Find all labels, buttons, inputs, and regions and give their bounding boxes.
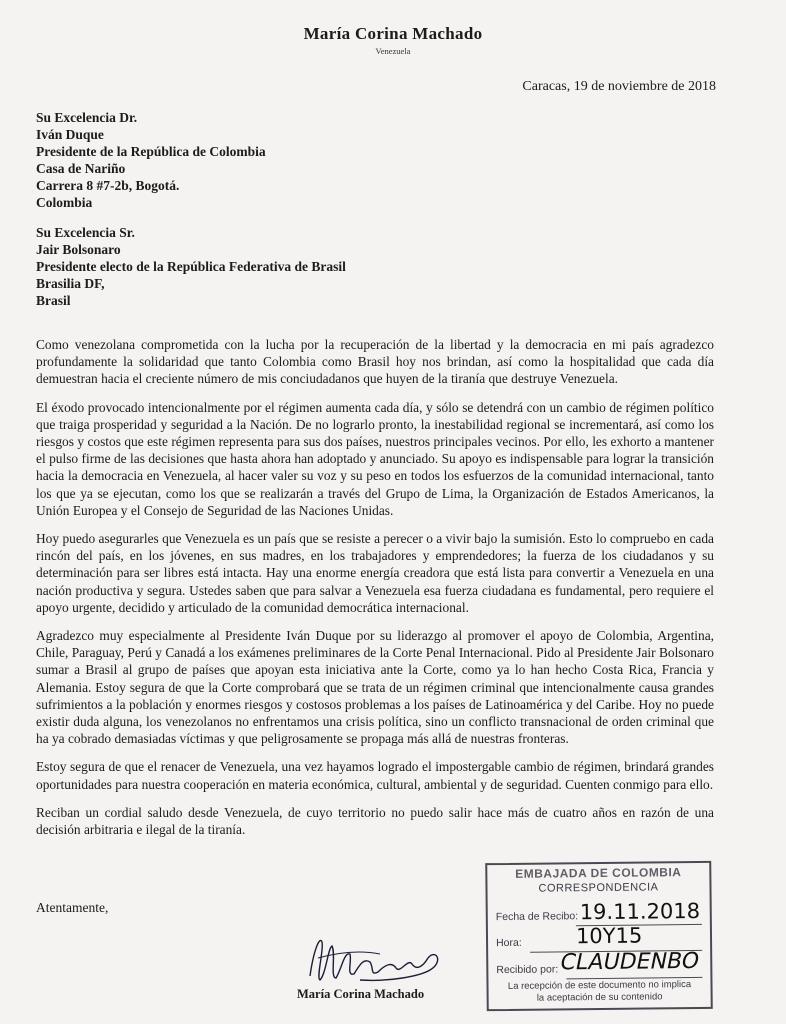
handwritten-signature	[300, 928, 450, 990]
stamp-note-line: la aceptación de su contenido	[536, 991, 663, 1004]
stamp-time-label: Hora:	[496, 936, 522, 950]
closing: Atentamente,	[36, 900, 109, 915]
stamp-note-line: La recepción de este documento no implica	[507, 979, 692, 992]
body-paragraph: Estoy segura de que el renacer de Venezuela, una vez hayamos logrado el impostergable cambio de régimen, brindará grandes oportunidades para nuestra cooperación en materia económica, cultural, ambiental y de seguridad. Cuenten conmigo para ello.	[36, 759, 714, 792]
recipient-line: Presidente de la República de Colombia	[36, 144, 266, 159]
letterhead-name: María Corina Machado	[303, 24, 483, 43]
stamp-organization: EMBAJADA DE COLOMBIA	[515, 865, 682, 881]
recipient-line: Brasilia DF,	[36, 276, 105, 291]
recipient-line: Carrera 8 #7-2b, Bogotá.	[36, 178, 180, 193]
recipient-line: Jair Bolsonaro	[36, 242, 121, 257]
stamp-received-by-label: Recibido por:	[496, 963, 559, 977]
received-stamp	[485, 861, 713, 1011]
recipient-line: Colombia	[36, 195, 93, 210]
recipient-line: Su Excelencia Sr.	[36, 225, 135, 240]
body-paragraph: Como venezolana comprometida con la lucha por la recuperación de la libertad y la democracia en mi país agradezco profundamente la solidaridad que tanto Colombia como Brasil hoy nos brindan, así como la hospitalidad que cada día demuestran hacia el creciente número de mis conciudadanos que huyen de la tiranía que destruye Venezuela.	[36, 337, 714, 387]
letter-body	[36, 336, 714, 849]
stamp-date-value: 19.11.2018	[579, 898, 701, 925]
recipient-line: Su Excelencia Dr.	[36, 110, 138, 125]
body-paragraph: Reciban un cordial saludo desde Venezuela, de cuyo territorio no puedo salir hace más de cuatro años en razón de una decisión arbitraria e ilegal de la tiranía.	[36, 804, 714, 838]
stamp-time-value: 10Y15	[575, 923, 643, 949]
recipient-line: Presidente electo de la República Federativa de Brasil	[36, 259, 346, 274]
body-paragraph: Agradezco muy especialmente al Presidente Iván Duque por su liderazgo al promover el apoyo de Colombia, Argentina, Chile, Paraguay, Perú y Canadá a los exámenes preliminares de la Corte Penal Internacional. Pido al Presidente Jair Bolsonaro sumar a Brasil al grupo de países que apoyan esta iniciativa ante la Corte, como ya lo han hecho Costa Rica, Francia y Alemania. Estoy segura de que la Corte comprobará que se trata de un régimen criminal que intencionalmente causa grandes sufrimientos a la población y enormes riesgos y costosos problemas a los países de Latinoamérica y del Caribe. Hoy no puede existir duda alguna, los venezolanos no enfrentamos una crisis política, sino un conflicto transnacional de orden criminal que ha ya cobrado demasiadas víctimas y que peligrosamente se propaga más allá de nuestras fronteras.	[36, 628, 714, 747]
stamp-department: CORRESPONDENCIA	[538, 881, 659, 895]
date-line: Caracas, 19 de noviembre de 2018	[522, 79, 716, 94]
stamp-received-by-value: CLAUDENBO	[557, 948, 702, 976]
recipient-line: Casa de Nariño	[36, 161, 126, 176]
body-paragraph: Hoy puedo asegurarles que Venezuela es un país que se resiste a perecer o a vivir bajo la sumisión. Esto lo compruebo en cada rincón del país, en los jóvenes, en sus madres, en los trabajadores y emprendedores; la fuerza de los ciudadanos y su determinación para ser libres está intacta. Hay una enorme energía creadora que está lista para convertir a Venezuela en una nación productiva y segura. Ustedes saben que para salvar a Venezuela esa fuerza ciudadana es fundamental, pero requiere el apoyo urgente, decidido y articulado de la comunidad democrática internacional.	[36, 531, 714, 615]
recipient-block-brasil	[36, 224, 346, 309]
recipient-block-colombia	[36, 109, 266, 211]
body-paragraph: El éxodo provocado intencionalmente por el régimen aumenta cada día, y sólo se detendrá con un cambio de régimen político que traiga prosperidad y seguridad a la Nación. De no lograrlo pronto, la inestabilidad regional se incrementará, así como los riesgos y costos que este régimen representa para sus dos países, nuestros principales vecinos. Por ello, les exhorto a mantener el pulso firme de las decisiones que hasta ahora han adoptado y anunciado. Su apoyo es indispensable para lograr la transición hacia la democracia en Venezuela, al hacer valer su voz y su peso en todos los esfuerzos de la comunidad internacional, tanto los que ya se ejecutan, como los que se realizarán a través del Grupo de Lima, la Organización de Estados Americanos, la Unión Europea y el Consejo de Seguridad de las Naciones Unidas.	[36, 399, 714, 518]
recipient-line: Iván Duque	[36, 127, 104, 142]
signer-name: María Corina Machado	[297, 987, 425, 1001]
stamp-date-label: Fecha de Recibo:	[495, 910, 579, 924]
recipient-line: Brasil	[36, 293, 71, 308]
letterhead-country: Venezuela	[375, 46, 411, 56]
